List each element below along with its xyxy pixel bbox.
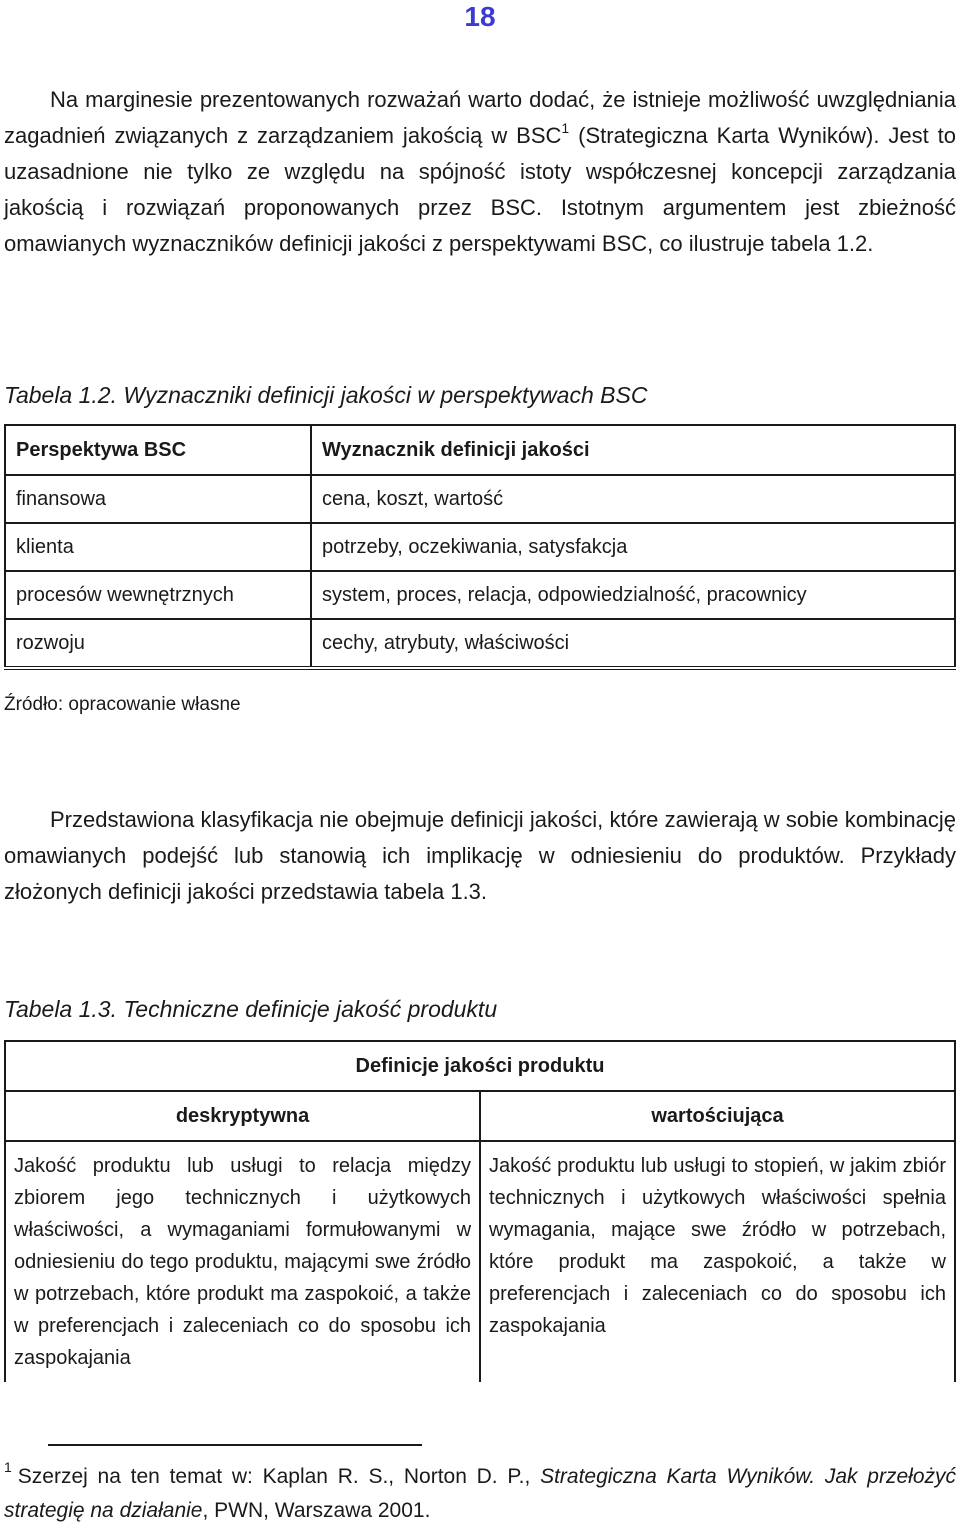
classification-paragraph bbox=[4, 802, 956, 910]
cell-determinant: system, proces, relacja, odpowiedzialność, pracownicy bbox=[311, 571, 955, 619]
footnote-book-title: Strategiczna Karta Wyników. Jak przełożyć strategię na działanie bbox=[4, 1465, 956, 1522]
table-header-row bbox=[5, 1041, 955, 1091]
table1-caption: Tabela 1.2. Wyznaczniki definicji jakości w perspektywach BSC bbox=[4, 382, 648, 408]
table-row bbox=[5, 475, 955, 523]
classification-text: Przedstawiona klasyfikacja nie obejmuje definicji jakości, które zawierają w sobie kombinację omawianych podejść lub stanowią ich implikację w odniesieniu do produktów. Przykłady złożonych definicji jakości przedstawia tabela 1.3. bbox=[4, 807, 956, 904]
table1-source: Źródło: opracowanie własne bbox=[4, 694, 241, 715]
footnote-separator bbox=[48, 1444, 422, 1446]
intro-text-a: Na marginesie prezentowanych rozważań warto dodać, że istnieje możliwość uwzględniania zagadnień związanych z zarządzaniem jakością w BSC bbox=[4, 87, 956, 148]
table-subheader-row bbox=[5, 1091, 955, 1141]
page-number: 18 bbox=[464, 1, 496, 32]
bsc-perspectives-table bbox=[4, 424, 956, 670]
footnote bbox=[4, 1460, 956, 1528]
header-perspective: Perspektywa BSC bbox=[5, 425, 311, 475]
table-row bbox=[5, 571, 955, 619]
header-descriptive: deskryptywna bbox=[5, 1091, 480, 1141]
product-quality-definitions-table bbox=[4, 1040, 956, 1382]
footnote-number: 1 bbox=[4, 1459, 12, 1475]
table2-caption: Tabela 1.3. Techniczne definicje jakość produktu bbox=[4, 996, 498, 1022]
table-row bbox=[5, 1141, 955, 1382]
cell-perspective: klienta bbox=[5, 523, 311, 571]
table-header-row bbox=[5, 425, 955, 475]
cell-perspective: rozwoju bbox=[5, 619, 311, 668]
header-product-quality: Definicje jakości produktu bbox=[5, 1041, 955, 1091]
footnote-text-a: Szerzej na ten temat w: Kaplan R. S., Norton D. P., bbox=[17, 1465, 541, 1488]
evaluative-definition: Jakość produktu lub usługi to stopień, w jakim zbiór technicznych i użytkowych właściwości spełnia wymagania, mające swe źródło w potrzebach, które produkt ma zaspokoić, a także w preferencjach i zaleceniach co do sposobu ich zaspokajania bbox=[480, 1141, 955, 1382]
cell-determinant: cechy, atrybuty, właściwości bbox=[311, 619, 955, 668]
table-row bbox=[5, 619, 955, 668]
cell-determinant: cena, koszt, wartość bbox=[311, 475, 955, 523]
cell-perspective: procesów wewnętrznych bbox=[5, 571, 311, 619]
cell-determinant: potrzeby, oczekiwania, satysfakcja bbox=[311, 523, 955, 571]
descriptive-definition: Jakość produktu lub usługi to relacja między zbiorem jego technicznych i użytkowych właściwości, a wymaganiami formułowanymi w odniesieniu do tego produktu, mającymi swe źródło w potrzebach, które produkt ma zaspokoić, a także w preferencjach i zaleceniach co do sposobu ich zaspokajania bbox=[5, 1141, 480, 1382]
header-evaluative: wartościująca bbox=[480, 1091, 955, 1141]
footnote-text-b: , PWN, Warszawa 2001. bbox=[202, 1499, 431, 1522]
footnote-reference[interactable]: 1 bbox=[561, 119, 570, 136]
intro-paragraph bbox=[4, 82, 956, 262]
table-row bbox=[5, 523, 955, 571]
header-determinant: Wyznacznik definicji jakości bbox=[311, 425, 955, 475]
cell-perspective: finansowa bbox=[5, 475, 311, 523]
intro-text-b: (Strategiczna Karta Wyników). Jest to uzasadnione nie tylko ze względu na spójność istoty współczesnej koncepcji zarządzania jakością i rozwiązań proponowanych przez BSC. Istotnym argumentem jest zbieżność omawianych wyznaczników definicji jakości z perspektywami BSC, co ilustruje tabela 1.2. bbox=[4, 123, 957, 256]
